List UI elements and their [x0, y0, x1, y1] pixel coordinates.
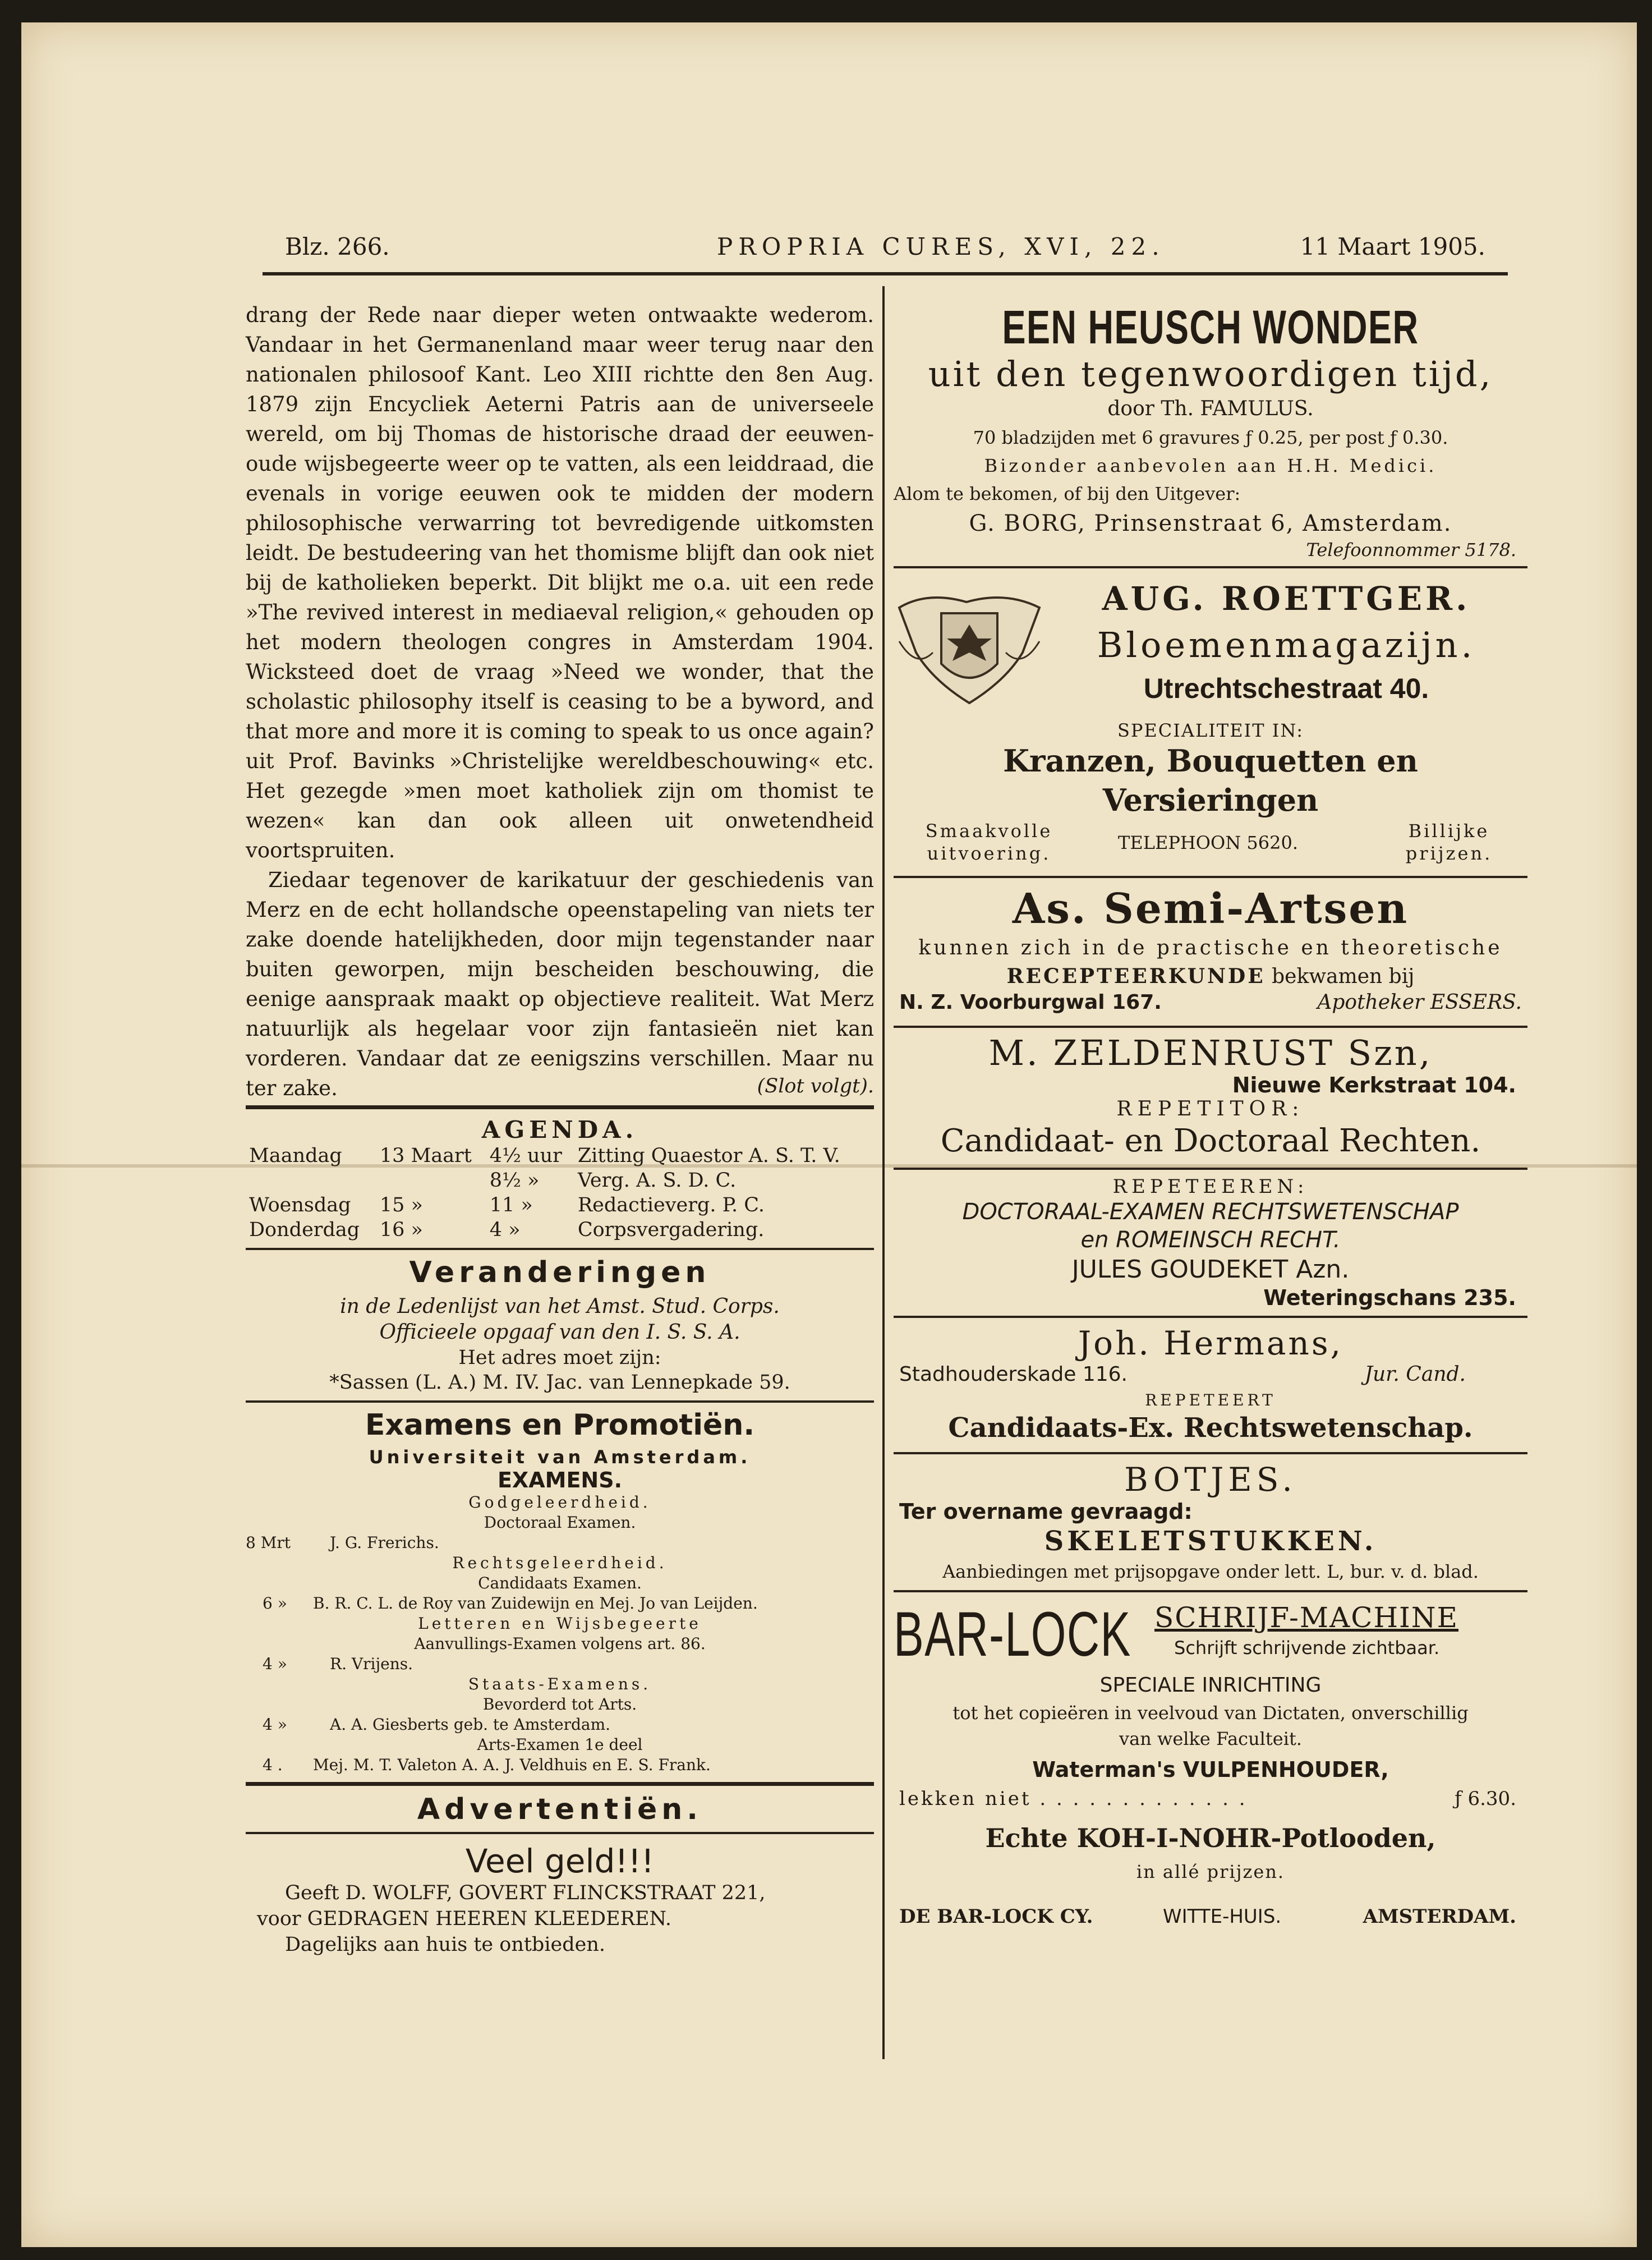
hermans-address	[894, 1363, 1527, 1391]
advertenties-title: Advertentiën.	[417, 1793, 703, 1826]
veranderingen-line: Officieele opgaaf van den I. S. S. A.	[379, 1321, 740, 1344]
divider	[894, 876, 1527, 878]
waterman-text: lekken niet . . . . . . . . . . . . .	[899, 1788, 1248, 1810]
botjes-title: BOTJES.	[1124, 1460, 1297, 1499]
wonder-subtitle: uit den tegenwoordigen tijd,	[928, 353, 1493, 394]
barlock-footer	[894, 1905, 1527, 1939]
zeldenrust-title: M. ZELDENRUST Szn,	[988, 1032, 1433, 1073]
waterman-price-row	[894, 1788, 1527, 1816]
exam-date: 4 »	[263, 1715, 287, 1734]
exam-date: 8 Mrt	[246, 1533, 291, 1552]
recepteerkunde: RECEPTEERKUNDE	[1006, 964, 1266, 988]
agenda-event: Zitting Quaestor A. S. T. V.	[577, 1145, 840, 1167]
semi-artsen-address	[894, 991, 1527, 1020]
exam-type: Arts-Examen 1e deel	[477, 1735, 643, 1754]
exam-names: B. R. C. L. de Roy van Zuidewijn en Mej. Jo van Leijden.	[313, 1594, 758, 1613]
divider	[246, 1248, 874, 1250]
column-rule	[882, 286, 885, 2059]
publisher-address: G. BORG, Prinsenstraat 6, Amsterdam.	[969, 511, 1452, 536]
roettger-ad	[894, 574, 1527, 720]
barlock-header	[894, 1598, 1527, 1671]
wonder-available: Alom te bekomen, of bij den Uitgever:	[894, 483, 1241, 504]
divider	[894, 566, 1527, 568]
zeldenrust-address: Nieuwe Kerkstraat 104.	[1232, 1073, 1516, 1097]
table-row	[246, 1168, 874, 1193]
roettger-footer	[894, 820, 1527, 870]
wonder-author: door Th. FAMULUS.	[1107, 397, 1314, 420]
divider	[246, 1400, 874, 1403]
barlock-line: van welke Faculteit.	[1119, 1728, 1302, 1749]
barlock-line: tot het copieëren in veelvoud van Dictaten, onverschillig	[952, 1702, 1469, 1724]
divider	[246, 1832, 874, 1834]
agenda-day: Woensdag	[249, 1194, 351, 1216]
wolff-ad-line: voor GEDRAGEN HEEREN KLEEDEREN.	[257, 1908, 672, 1930]
barlock-witte-huis: WITTE-HUIS.	[1163, 1905, 1282, 1928]
divider	[894, 1316, 1527, 1318]
hermans-street: Stadhouderskade 116.	[899, 1363, 1128, 1386]
left-column	[246, 300, 874, 1958]
roettger-products: Kranzen, Bouquetten en Versieringen	[1003, 743, 1418, 818]
hermans-repeteert: REPETEERT	[1145, 1391, 1276, 1409]
semi-artsen-apotheker: Apotheker ESSERS.	[1317, 991, 1522, 1014]
publisher-phone: Telefoonnommer 5178.	[1306, 539, 1516, 561]
agenda-time: 4 »	[489, 1219, 521, 1241]
roettger-specialty: SPECIALITEIT IN:	[1117, 720, 1304, 741]
zeldenrust-repetitor: REPETITOR:	[1116, 1097, 1305, 1120]
article-paragraph: drang der Rede naar dieper weten ontwaakte wederom. Vandaar in het Germanenland maar weer terug naar den nationalen philosoof Kant. Leo XIII richtte den 8en Aug. 1879 zijn Encycliek Aeterni Patris aan de universeele wereld, om bij Thomas de historische draad der eeuwen-oude wijsbegeerte weer op te vatten, als een leiddraad, die evenals in vorige eeuwen ook te midden der modern philosophische verwarring tot bevredigende uitkomsten leidt. De bestudeering van het thomisme blijft dan ook niet bij de katholieken beperkt. Dit blijkt me o.a. uit een rede »The revived interest in mediaeval religion,« gehouden op het modern theologen congres in Amsterdam 1904. Wicksteed doet de vraag »Need we wonder, that the scholastic philosophy itself is ceasing to be a byword, and that more and more it is coming to speak to us once again? uit Prof. Bavinks »Christelijke wereldbeschouwing« etc. Het gezegde »men moet katholiek zijn om thomist te wezen« kan dan ook alleen uit onwetendheid voortspruiten.	[246, 303, 874, 862]
agenda-day: Maandag	[249, 1145, 342, 1167]
wonder-price: 70 bladzijden met 6 gravures ƒ 0.25, per post ƒ 0.30.	[973, 427, 1448, 448]
semi-artsen-street: N. Z. Voorburgwal 167.	[899, 991, 1162, 1014]
divider	[894, 1026, 1527, 1028]
faculty: Staats-Examens.	[468, 1675, 652, 1693]
kohinoor-line: Echte KOH-I-NOHR-Potlooden,	[985, 1823, 1436, 1853]
goudeket-line: en ROMEINSCH RECHT.	[1080, 1227, 1341, 1253]
divider	[246, 1105, 874, 1109]
veel-geld-title: Veel geld!!!	[465, 1842, 655, 1880]
faculty: Letteren en Wijsbegeerte	[418, 1614, 702, 1633]
barlock-slogan: Schrijft schrijvende zichtbaar.	[1174, 1637, 1440, 1659]
roettger-left-text: Smaakvolle uitvoering.	[925, 820, 1053, 864]
agenda-date	[376, 1168, 486, 1193]
goudeket-line: DOCTORAAL-EXAMEN RECHTSWETENSCHAP	[962, 1199, 1459, 1225]
veranderingen-line: in de Ledenlijst van het Amst. Stud. Corps.	[340, 1295, 780, 1318]
kohinoor-prices: in allé prijzen.	[1136, 1861, 1285, 1882]
exam-names: R. Vrijens.	[330, 1655, 413, 1673]
goudeket-repeteeren: REPETEEREN:	[1112, 1175, 1309, 1198]
table-row	[246, 1143, 874, 1168]
exam-row	[246, 1654, 874, 1674]
exam-names: J. G. Frerichs.	[330, 1533, 439, 1552]
wonder-recommend: Bizonder aanbevolen aan H.H. Medici.	[984, 455, 1437, 476]
exam-type: Doctoraal Examen.	[484, 1513, 636, 1532]
hermans-subject: Candidaats-Ex. Rechtswetenschap.	[948, 1412, 1473, 1444]
botjes-skeletstukken: SKELETSTUKKEN.	[1044, 1526, 1377, 1557]
exam-date: 6 »	[263, 1594, 287, 1613]
goudeket-address: Weteringschans 235.	[1263, 1285, 1516, 1310]
waterman-price: ƒ 6.30.	[1455, 1788, 1516, 1810]
table-row	[246, 1193, 874, 1218]
agenda-event: Corpsvergadering.	[577, 1219, 765, 1241]
table-row	[246, 1218, 874, 1242]
exam-type: Aanvullings-Examen volgens art. 86.	[414, 1634, 706, 1653]
roettger-telephone: TELEPHOON 5620.	[1118, 832, 1298, 853]
agenda-table	[246, 1143, 874, 1242]
barlock-logo: BAR-LOCK	[894, 1599, 1131, 1669]
roettger-right-text: Billijke prijzen.	[1405, 820, 1493, 864]
semi-artsen-title: As. Semi-Artsen	[1012, 885, 1409, 933]
university-name: Universiteit van Amsterdam.	[369, 1446, 751, 1468]
botjes-line: Aanbiedingen met prijsopgave onder lett. L, bur. v. d. blad.	[942, 1561, 1479, 1582]
agenda-date: 16 »	[379, 1219, 423, 1241]
examens-subtitle: EXAMENS.	[497, 1468, 623, 1492]
faculty: Rechtsgeleerdheid.	[452, 1554, 668, 1572]
issue-date: 11 Maart 1905.	[1300, 233, 1485, 260]
header-rule	[263, 272, 1508, 275]
faculty: Godgeleerdheid.	[468, 1493, 651, 1512]
page-number: Blz. 266.	[285, 233, 390, 260]
hermans-title: Joh. Hermans,	[1078, 1324, 1343, 1362]
veranderingen-title: Veranderingen	[409, 1256, 711, 1289]
veranderingen-line: Het adres moet zijn:	[458, 1347, 661, 1369]
barlock-line: SPECIALE INRICHTING	[1099, 1674, 1322, 1697]
exam-row	[246, 1755, 874, 1775]
crest-emblem	[894, 585, 1045, 714]
agenda-time: 11 »	[489, 1194, 533, 1216]
roettger-shop: Bloemenmagazijn.	[1097, 624, 1476, 665]
right-column	[894, 300, 1527, 1939]
exam-names: Mej. M. T. Valeton A. A. J. Veldhuis en E. S. Frank.	[313, 1756, 711, 1774]
veranderingen-address: *Sassen (L. A.) M. IV. Jac. van Lennepkade 59.	[329, 1371, 790, 1394]
wonder-title-wrap	[894, 300, 1527, 353]
agenda-time: 8½ »	[489, 1169, 540, 1192]
agenda-date: 13 Maart	[379, 1145, 472, 1167]
semi-artsen-line: kunnen zich in de practische en theoretische	[918, 936, 1503, 959]
agenda-title: AGENDA.	[481, 1116, 638, 1143]
barlock-company: DE BAR-LOCK CY.	[899, 1905, 1093, 1928]
wonder-title: EEN HEUSCH WONDER	[1002, 301, 1419, 353]
zeldenrust-subject: Candidaat- en Doctoraal Rechten.	[940, 1123, 1481, 1159]
roettger-address: Utrechtschestraat 40.	[1143, 673, 1429, 704]
examens-title: Examens en Promotiën.	[365, 1408, 755, 1442]
divider	[246, 1782, 874, 1786]
running-header	[263, 227, 1508, 261]
exam-date: 4 »	[263, 1655, 287, 1673]
newspaper-page	[21, 22, 1637, 2247]
journal-title: PROPRIA CURES, XVI, 22.	[717, 233, 1165, 260]
semi-artsen-text: bekwamen bij	[1272, 965, 1415, 988]
agenda-day: Donderdag	[249, 1219, 360, 1241]
botjes-line: Ter overname gevraagd:	[899, 1499, 1193, 1524]
goudeket-name: JULES GOUDEKET Azn.	[1071, 1255, 1350, 1284]
agenda-day	[246, 1168, 376, 1193]
article-paragraph: Ziedaar tegenover de karikatuur der geschiedenis van Merz en de echt hollandsche opeenstapeling van niets ter zake doende hatelijkheden, door mijn tegenstander naar buiten geworpen, mijn bescheiden beschouwing, die eenige aanspraak maakt op objectieve realiteit. Wat Merz natuurlijk als hegelaar voor zijn fantasieën niet kan vorderen. Vandaar dat ze eenigszins verschillen. Maar nu ter zake.	[246, 868, 874, 1100]
wolff-ad-line: Geeft D. WOLFF, GOVERT FLINCKSTRAAT 221,	[285, 1882, 766, 1904]
exam-row	[246, 1715, 874, 1735]
to-be-continued: (Slot volgt).	[757, 1075, 874, 1097]
divider	[894, 1168, 1527, 1170]
exam-date: 4 .	[263, 1756, 283, 1774]
wolff-ad-line: Dagelijks aan huis te ontbieden.	[285, 1933, 606, 1956]
exam-names: A. A. Giesberts geb. te Amsterdam.	[330, 1715, 611, 1734]
semi-artsen-line	[894, 962, 1527, 991]
exam-type: Bevorderd tot Arts.	[482, 1695, 637, 1714]
exam-type: Candidaats Examen.	[478, 1574, 642, 1592]
roettger-name: AUG. ROETTGER.	[1102, 580, 1471, 618]
exam-row	[246, 1533, 874, 1553]
hermans-title-jur: Jur. Cand.	[1364, 1363, 1466, 1386]
exam-row	[246, 1593, 874, 1614]
divider	[894, 1452, 1527, 1454]
divider	[894, 1590, 1527, 1592]
barlock-city: AMSTERDAM.	[1363, 1905, 1516, 1928]
agenda-time: 4½ uur	[489, 1145, 562, 1167]
agenda-event: Verg. A. S. D. C.	[577, 1169, 737, 1192]
barlock-machine: SCHRIJF-MACHINE	[1154, 1601, 1459, 1634]
agenda-date: 15 »	[379, 1194, 423, 1216]
waterman-line: Waterman's VULPENHOUDER,	[1032, 1757, 1389, 1782]
agenda-event: Redactieverg. P. C.	[577, 1194, 765, 1216]
